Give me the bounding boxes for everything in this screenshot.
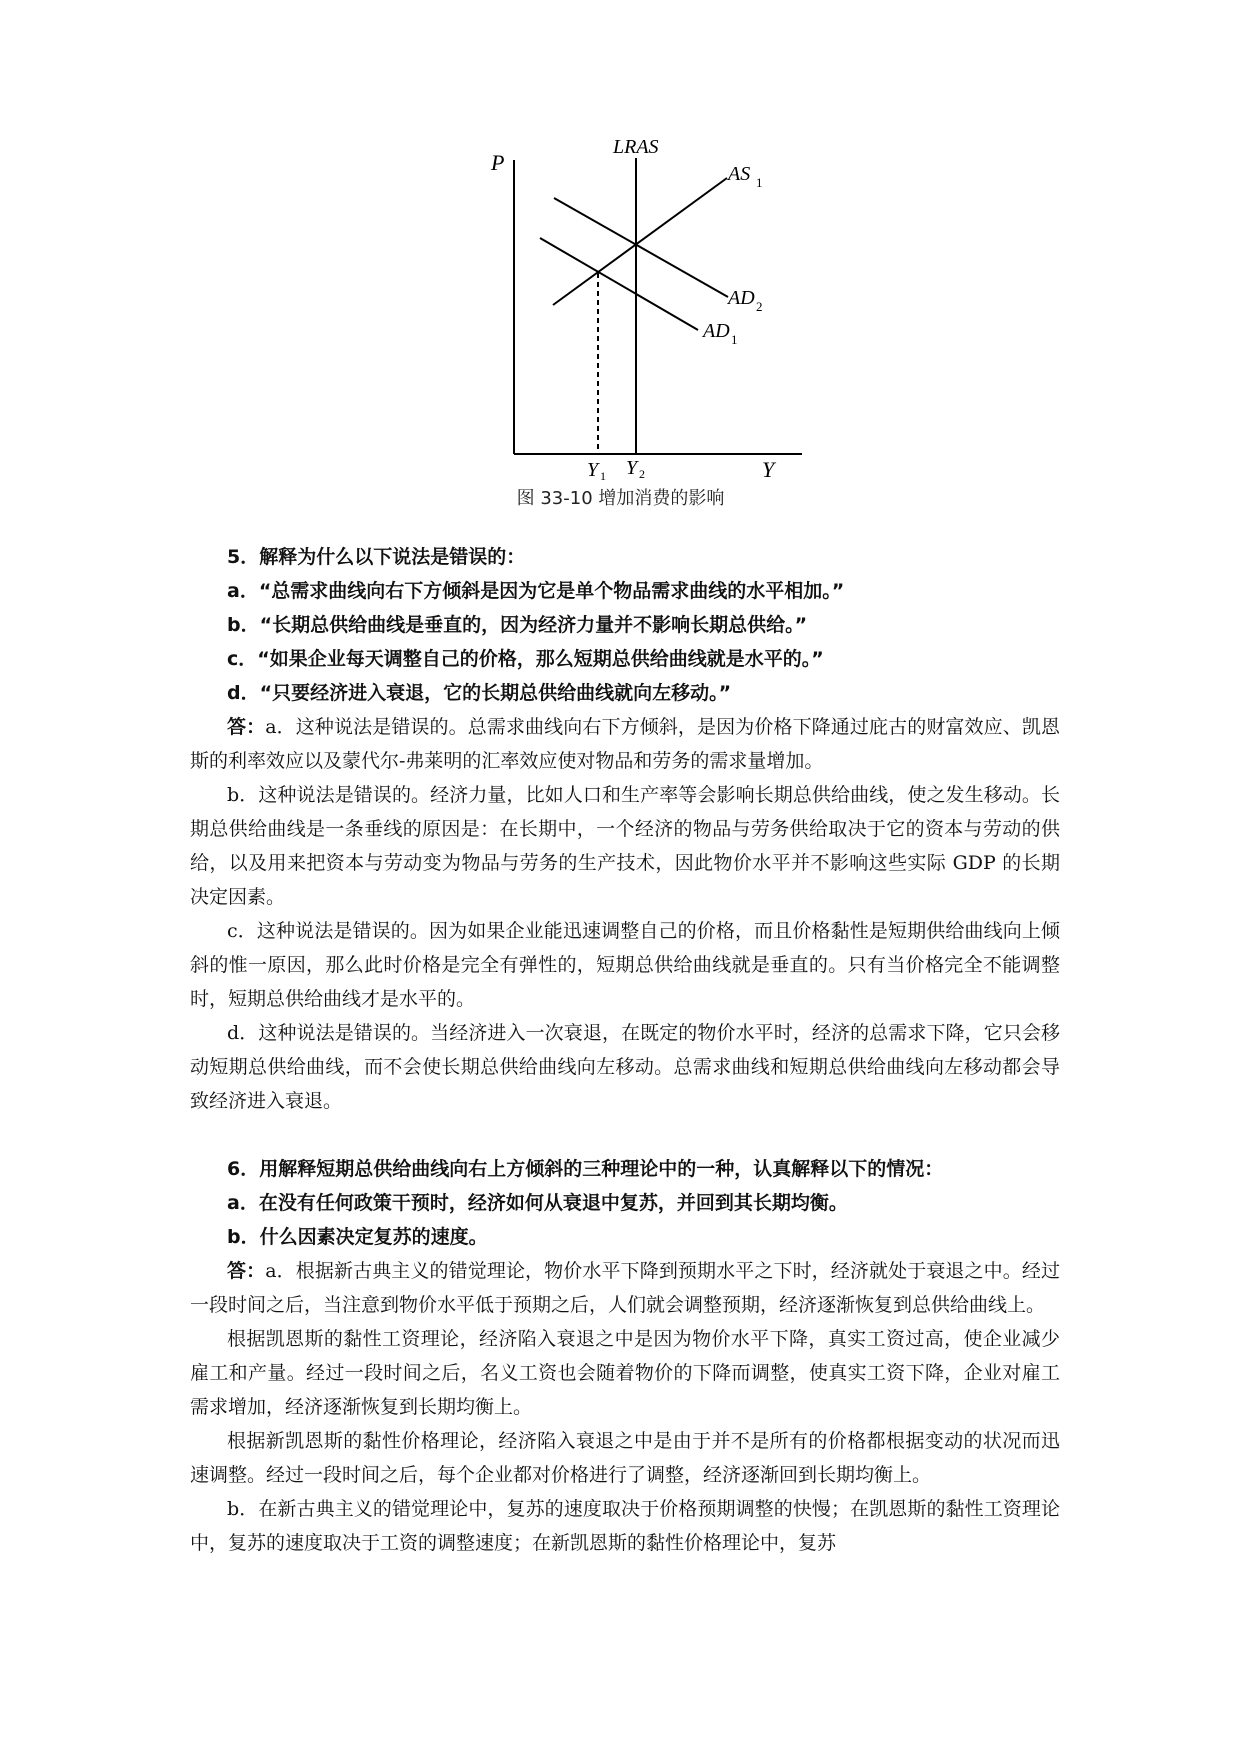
as1-line <box>553 178 727 305</box>
q5-answer-d: d．这种说法是错误的。当经济进入一次衰退，在既定的物价水平时，经济的总需求下降，它只会移动短期总供给曲线，而不会使长期总供给曲线向左移动。总需求曲线和短期总供给曲线向左移动都会导致经济进入衰退。 <box>190 1022 1060 1112</box>
q5-answer-a <box>190 710 1060 778</box>
figure-caption: 图 33-10 增加消费的影响 <box>516 488 725 509</box>
y2-subscript: 2 <box>639 467 645 480</box>
y-label: Y <box>762 457 775 480</box>
q6-answer-b: b．在新古典主义的错觉理论中，复苏的速度取决于价格预期调整的快慢；在凯恩斯的黏性工资理论中，复苏的速度取决于工资的调整速度；在新凯恩斯的黏性价格理论中，复苏 <box>190 1498 1060 1554</box>
y1-subscript: 1 <box>600 469 606 480</box>
q5-answer-lead: 答： <box>227 716 266 738</box>
section-gap <box>190 1118 1060 1152</box>
q6-answer-a-text: a．根据新古典主义的错觉理论，物价水平下降到预期水平之下时，经济就处于衰退之中。经过一段时间之后，当注意到物价水平低于预期之后，人们就会调整预期，经济逐渐恢复到总供给曲线上。 <box>190 1260 1060 1316</box>
q6-item-b: b．什么因素决定复苏的速度。 <box>227 1226 488 1248</box>
q5-item-d: d．“只要经济进入衰退，它的长期总供给曲线就向左移动。” <box>227 682 732 704</box>
q6-title: 6．用解释短期总供给曲线向右上方倾斜的三种理论中的一种，认真解释以下的情况： <box>227 1158 944 1180</box>
q5-item-b: b．“长期总供给曲线是垂直的，因为经济力量并不影响长期总供给。” <box>227 614 808 636</box>
as1-label: AS <box>728 163 751 185</box>
q5-item-a: a．“总需求曲线向右下方倾斜是因为它是单个物品需求曲线的水平相加。” <box>227 580 845 602</box>
q6-answer-newkeynes: 根据新凯恩斯的黏性价格理论，经济陷入衰退之中是由于并不是所有的价格都根据变动的状况而迅速调整。经过一段时间之后，每个企业都对价格进行了调整，经济逐渐回到长期均衡上。 <box>190 1430 1060 1486</box>
y1-label: Y <box>587 459 599 480</box>
ad1-subscript: 1 <box>731 332 738 347</box>
q6-answer-lead: 答： <box>227 1260 266 1282</box>
q5-answer-a-text: a．这种说法是错误的。总需求曲线向右下方倾斜，是因为价格下降通过庇古的财富效应、凯恩斯的利率效应以及蒙代尔-弗莱明的汇率效应使对物品和劳务的需求量增加。 <box>190 716 1060 772</box>
q5-item-c: c．“如果企业每天调整自己的价格，那么短期总供给曲线就是水平的。” <box>227 648 824 670</box>
main-content <box>190 540 1060 1560</box>
ad2-label: AD <box>728 287 755 309</box>
p-label: P <box>491 150 505 175</box>
ad1-label: AD <box>703 320 730 342</box>
ad-as-diagram <box>490 140 810 480</box>
q6-answer-a <box>190 1254 1060 1322</box>
y2-label: Y <box>626 457 638 479</box>
ad1-line <box>540 238 698 330</box>
q5-answer-c: c．这种说法是错误的。因为如果企业能迅速调整自己的价格，而且价格黏性是短期供给曲线向上倾斜的惟一原因，那么此时价格是完全有弹性的，短期总供给曲线就是垂直的。只有当价格完全不能调整时，短期总供给曲线才是水平的。 <box>190 920 1060 1010</box>
q6-item-a: a．在没有任何政策干预时，经济如何从衰退中复苏，并回到其长期均衡。 <box>227 1192 848 1214</box>
ad2-subscript: 2 <box>756 299 763 314</box>
ad2-line <box>554 198 728 297</box>
as1-subscript: 1 <box>756 175 763 190</box>
q5-title: 5．解释为什么以下说法是错误的： <box>227 546 526 568</box>
q6-answer-keynes: 根据凯恩斯的黏性工资理论，经济陷入衰退之中是因为物价水平下降，真实工资过高，使企业减少雇工和产量。经过一段时间之后，名义工资也会随着物价的下降而调整，使真实工资下降，企业对雇工需求增加，经济逐渐恢复到长期均衡上。 <box>190 1328 1060 1418</box>
figure-33-10 <box>490 140 810 480</box>
q5-answer-b: b．这种说法是错误的。经济力量，比如人口和生产率等会影响长期总供给曲线，使之发生移动。长期总供给曲线是一条垂线的原因是：在长期中，一个经济的物品与劳务供给取决于它的资本与劳动的供给，以及用来把资本与劳动变为物品与劳务的生产技术，因此物价水平并不影响这些实际 GDP 的长期决定因素。 <box>190 784 1060 908</box>
lras-label: LRAS <box>613 140 659 158</box>
